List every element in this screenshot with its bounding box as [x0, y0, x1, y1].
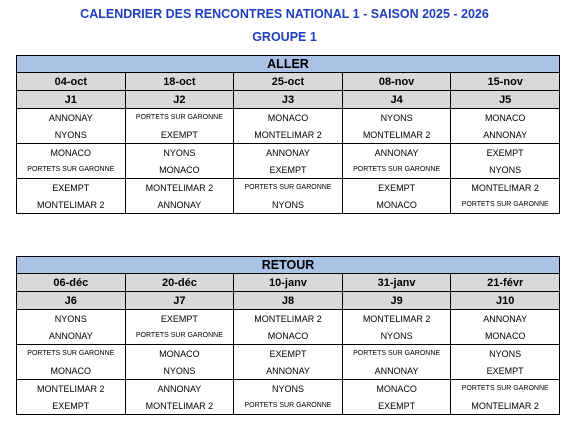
table-row	[17, 345, 560, 363]
home-team-cell: EXEMPT	[125, 310, 234, 328]
home-team-cell: MONTELIMAR 2	[125, 179, 234, 197]
away-team-cell: MONACO	[234, 327, 343, 345]
home-team-cell: NYONS	[125, 144, 234, 162]
home-team-cell: NYONS	[17, 310, 126, 328]
home-team-cell: NYONS	[451, 345, 560, 363]
date-cell: 25-oct	[234, 73, 343, 91]
home-team-cell: ANNONAY	[125, 380, 234, 398]
page-title: CALENDRIER DES RENCONTRES NATIONAL 1 - SAISON 2025 - 2026	[80, 7, 489, 21]
home-team-cell: EXEMPT	[342, 179, 451, 197]
matchday-cell: J7	[125, 292, 234, 310]
date-cell: 04-oct	[17, 73, 126, 91]
section-header: ALLER	[17, 56, 560, 73]
table-row	[17, 310, 560, 328]
home-team-cell: MONTELIMAR 2	[17, 380, 126, 398]
away-team-cell: MONTELIMAR 2	[234, 126, 343, 144]
away-team-cell: NYONS	[234, 196, 343, 214]
date-cell: 31-janv	[342, 274, 451, 292]
away-team-cell: ANNONAY	[342, 362, 451, 380]
date-cell: 06-déc	[17, 274, 126, 292]
away-team-cell: MONTELIMAR 2	[342, 126, 451, 144]
away-team-cell: EXEMPT	[342, 397, 451, 415]
table-row	[17, 362, 560, 380]
date-cell: 10-janv	[234, 274, 343, 292]
away-team-cell: PORTETS SUR GARONNE	[342, 161, 451, 179]
home-team-cell: EXEMPT	[17, 179, 126, 197]
group-title: GROUPE 1	[252, 30, 317, 44]
table-row	[17, 109, 560, 127]
matchday-cell: J2	[125, 91, 234, 109]
aller-table	[16, 55, 560, 214]
table-row	[17, 144, 560, 162]
away-team-cell: MONACO	[342, 196, 451, 214]
home-team-cell: MONACO	[17, 144, 126, 162]
home-team-cell: PORTETS SUR GARONNE	[125, 109, 234, 127]
home-team-cell: ANNONAY	[451, 310, 560, 328]
home-team-cell: MONTELIMAR 2	[342, 310, 451, 328]
table-row	[17, 327, 560, 345]
home-team-cell: ANNONAY	[342, 144, 451, 162]
away-team-cell: MONACO	[125, 161, 234, 179]
home-team-cell: NYONS	[342, 109, 451, 127]
retour-table	[16, 256, 560, 415]
away-team-cell: PORTETS SUR GARONNE	[234, 397, 343, 415]
away-team-cell: PORTETS SUR GARONNE	[451, 196, 560, 214]
home-team-cell: MONACO	[125, 345, 234, 363]
away-team-cell: ANNONAY	[17, 327, 126, 345]
home-team-cell: MONTELIMAR 2	[234, 310, 343, 328]
matchday-cell: J6	[17, 292, 126, 310]
away-team-cell: MONTELIMAR 2	[17, 196, 126, 214]
away-team-cell: MONTELIMAR 2	[125, 397, 234, 415]
away-team-cell: EXEMPT	[451, 362, 560, 380]
table-row	[17, 126, 560, 144]
away-team-cell: PORTETS SUR GARONNE	[17, 161, 126, 179]
home-team-cell: EXEMPT	[234, 345, 343, 363]
away-team-cell: ANNONAY	[125, 196, 234, 214]
home-team-cell: MONACO	[451, 109, 560, 127]
home-team-cell: PORTETS SUR GARONNE	[451, 380, 560, 398]
matchday-cell: J10	[451, 292, 560, 310]
home-team-cell: ANNONAY	[234, 144, 343, 162]
matchday-cell: J5	[451, 91, 560, 109]
home-team-cell: MONTELIMAR 2	[451, 179, 560, 197]
date-cell: 08-nov	[342, 73, 451, 91]
away-team-cell: EXEMPT	[17, 397, 126, 415]
date-cell: 18-oct	[125, 73, 234, 91]
away-team-cell: MONTELIMAR 2	[451, 397, 560, 415]
home-team-cell: PORTETS SUR GARONNE	[342, 345, 451, 363]
away-team-cell: PORTETS SUR GARONNE	[125, 327, 234, 345]
away-team-cell: NYONS	[451, 161, 560, 179]
away-team-cell: EXEMPT	[234, 161, 343, 179]
matchday-cell: J3	[234, 91, 343, 109]
away-team-cell: NYONS	[342, 327, 451, 345]
away-team-cell: MONACO	[451, 327, 560, 345]
matchday-cell: J8	[234, 292, 343, 310]
matchday-cell: J4	[342, 91, 451, 109]
date-cell: 15-nov	[451, 73, 560, 91]
away-team-cell: MONACO	[17, 362, 126, 380]
away-team-cell: NYONS	[125, 362, 234, 380]
away-team-cell: ANNONAY	[234, 362, 343, 380]
date-cell: 21-févr	[451, 274, 560, 292]
home-team-cell: MONACO	[342, 380, 451, 398]
home-team-cell: PORTETS SUR GARONNE	[17, 345, 126, 363]
date-cell: 20-déc	[125, 274, 234, 292]
home-team-cell: MONACO	[234, 109, 343, 127]
matchday-cell: J9	[342, 292, 451, 310]
away-team-cell: ANNONAY	[451, 126, 560, 144]
home-team-cell: EXEMPT	[451, 144, 560, 162]
table-row	[17, 196, 560, 214]
table-row	[17, 397, 560, 415]
away-team-cell: NYONS	[17, 126, 126, 144]
table-row	[17, 161, 560, 179]
away-team-cell: EXEMPT	[125, 126, 234, 144]
home-team-cell: ANNONAY	[17, 109, 126, 127]
table-row	[17, 380, 560, 398]
matchday-cell: J1	[17, 91, 126, 109]
home-team-cell: NYONS	[234, 380, 343, 398]
section-header: RETOUR	[17, 257, 560, 274]
home-team-cell: PORTETS SUR GARONNE	[234, 179, 343, 197]
table-row	[17, 179, 560, 197]
